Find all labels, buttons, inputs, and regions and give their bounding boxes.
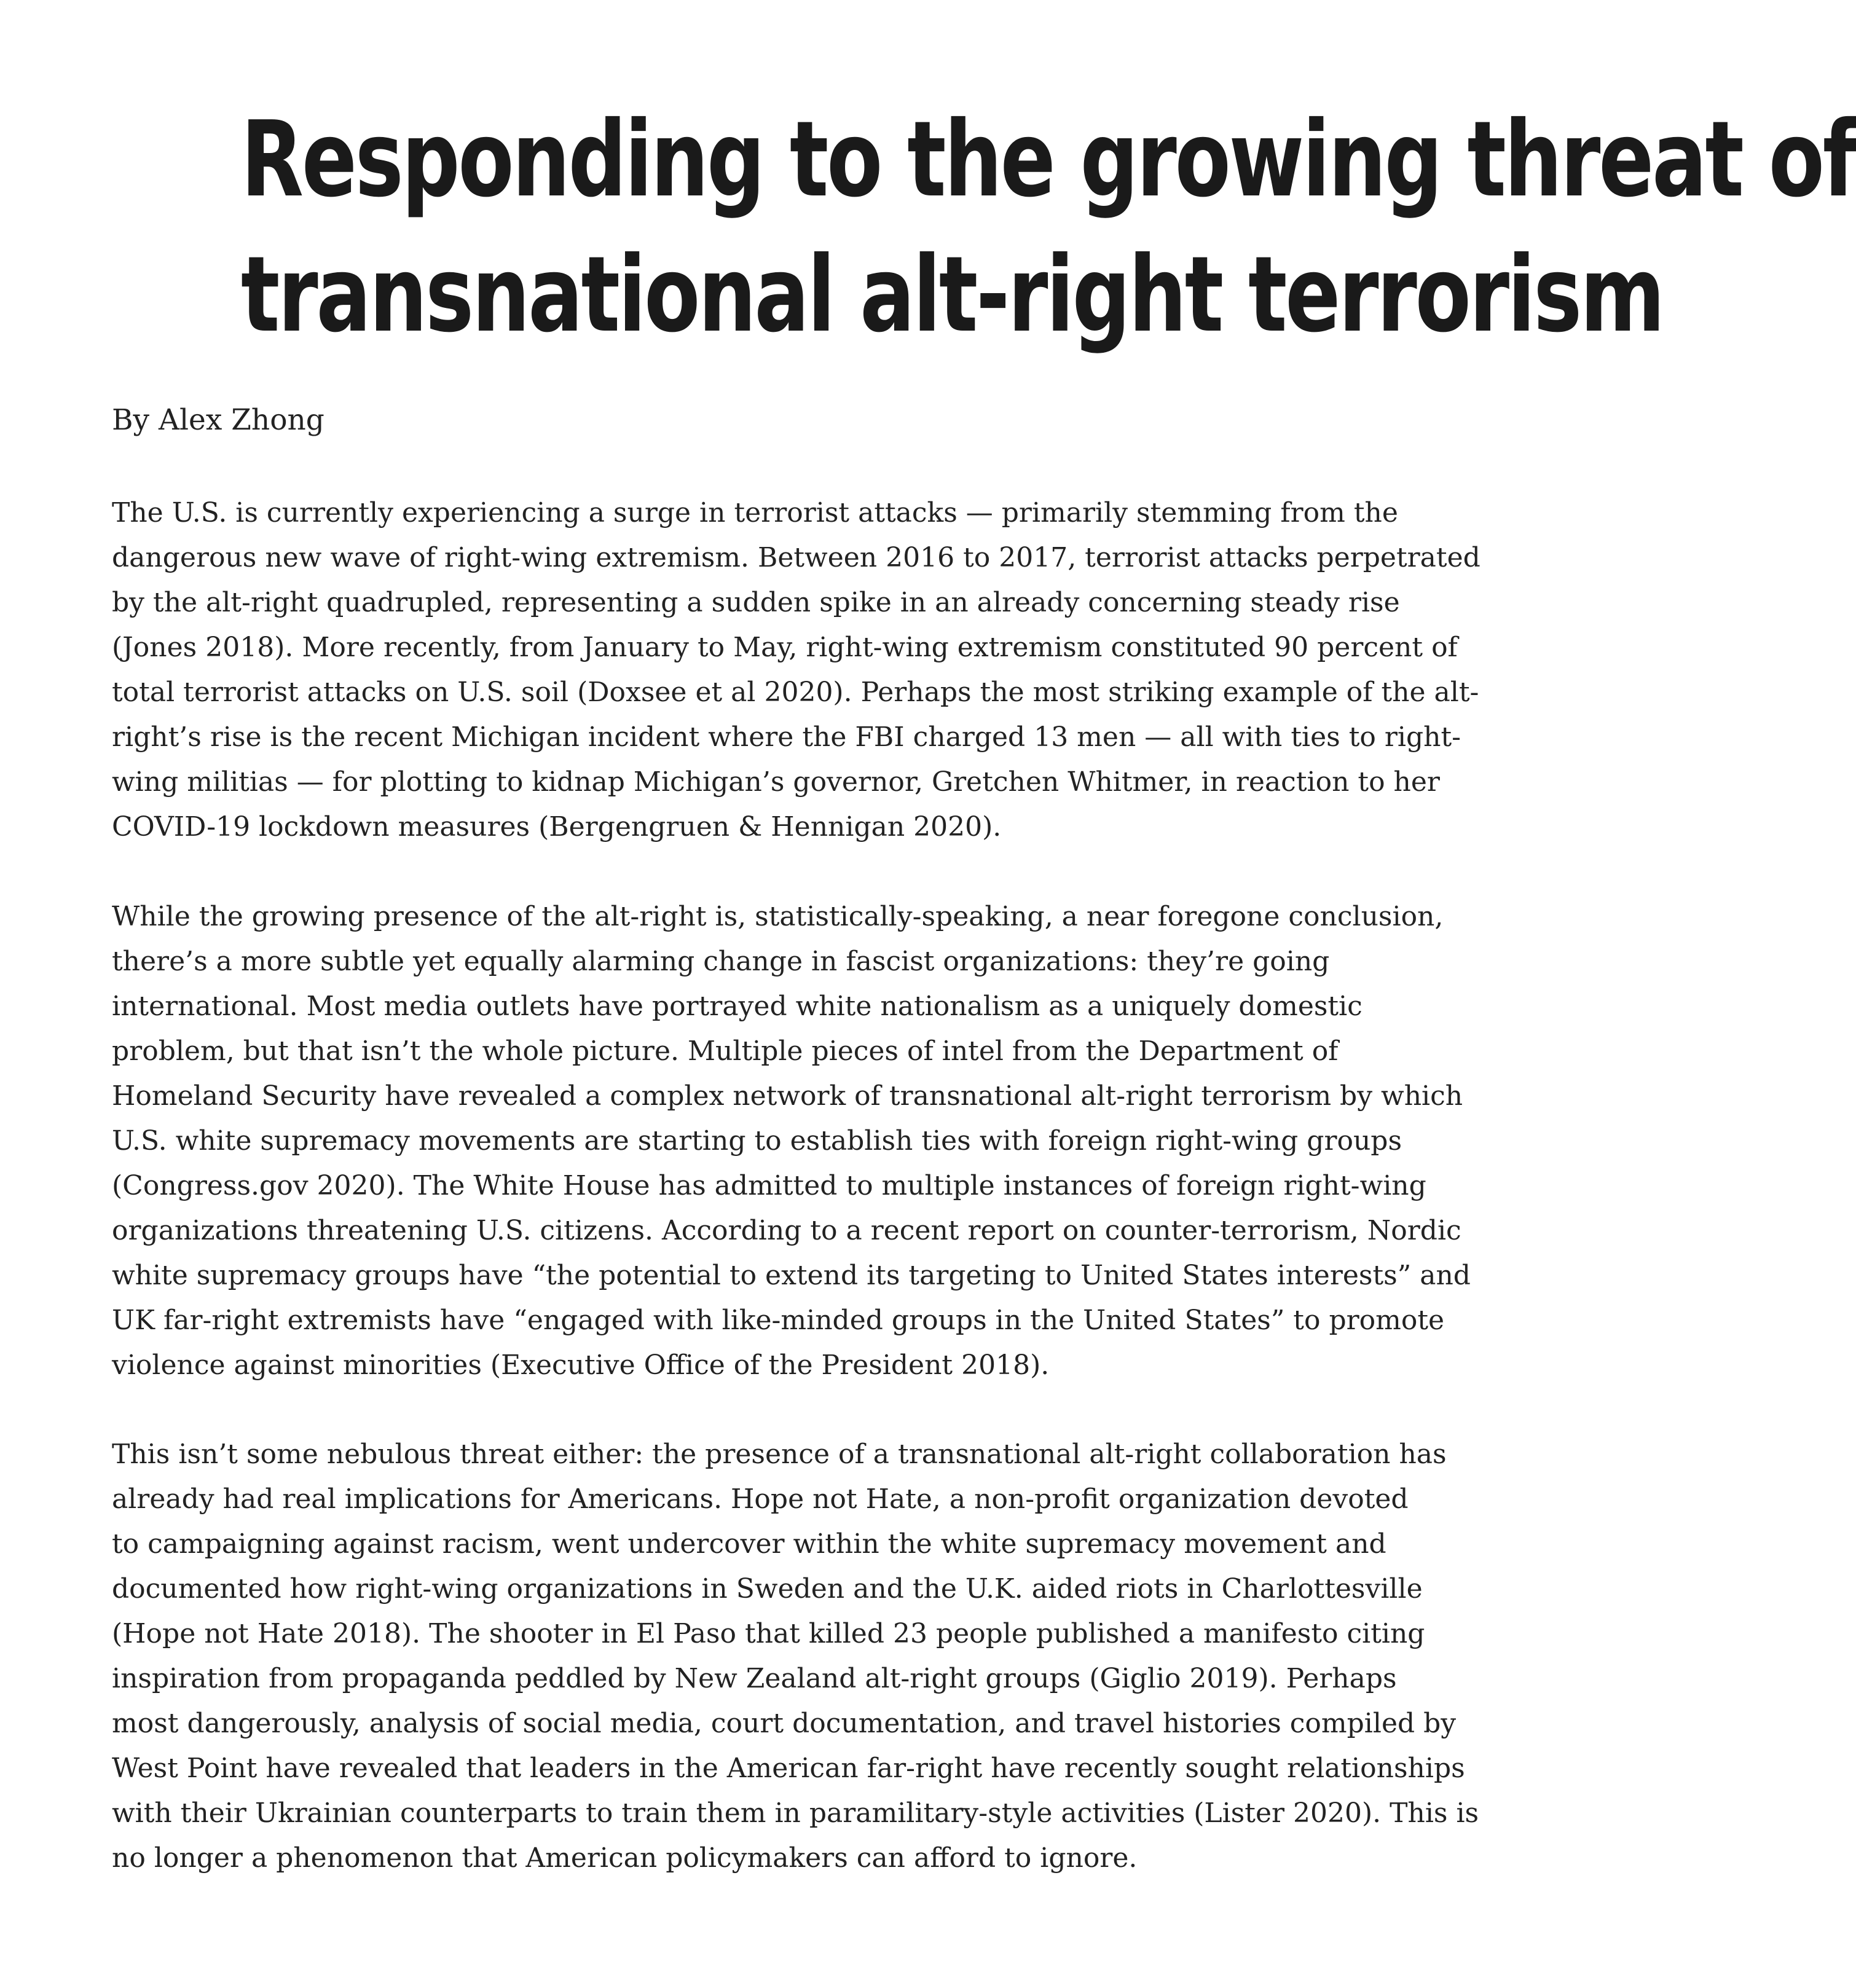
text-line: no longer a phenomenon that American policymakers can afford to ignore.: [112, 1842, 1138, 1874]
text-line: already had real implications for Americans. Hope not Hate, a non-profit organization devoted: [112, 1483, 1409, 1515]
title-line: transnational alt-right terrorism: [241, 234, 1664, 356]
body-paragraph-2: [112, 894, 1471, 1388]
text-line: wing militias — for plotting to kidnap Michigan’s governor, Gretchen Whitmer, in reaction to her: [112, 766, 1440, 798]
text-line: While the growing presence of the alt-right is, statistically-speaking, a near foregone conclusion,: [112, 901, 1444, 932]
article-title: [241, 92, 1856, 363]
text-line: The U.S. is currently experiencing a surge in terrorist attacks — primarily stemming from the: [112, 497, 1398, 528]
text-line: with their Ukrainian counterparts to train them in paramilitary-style activities (Lister 2020). This is: [112, 1797, 1479, 1829]
text-line: (Jones 2018). More recently, from January to May, right-wing extremism constituted 90 percent of: [112, 632, 1458, 663]
text-line: total terrorist attacks on U.S. soil (Doxsee et al 2020). Perhaps the most striking example of the alt-: [112, 677, 1479, 708]
text-line: inspiration from propaganda peddled by New Zealand alt-right groups (Giglio 2019). Perhaps: [112, 1663, 1397, 1694]
title-line: Responding to the growing threat of: [241, 99, 1856, 221]
text-line: (Hope not Hate 2018). The shooter in El Paso that killed 23 people published a manifesto citing: [112, 1618, 1425, 1649]
text-line: there’s a more subtle yet equally alarming change in fascist organizations: they’re going: [112, 946, 1330, 977]
text-line: U.S. white supremacy movements are starting to establish ties with foreign right-wing groups: [112, 1125, 1402, 1157]
text-line: problem, but that isn’t the whole picture. Multiple pieces of intel from the Department of: [112, 1035, 1339, 1067]
byline: By Alex Zhong: [112, 403, 324, 437]
text-line: UK far-right extremists have “engaged with like-minded groups in the United States” to promote: [112, 1305, 1445, 1336]
body-paragraph-3: [112, 1432, 1479, 1880]
text-line: to campaigning against racism, went undercover within the white supremacy movement and: [112, 1528, 1386, 1560]
text-line: (Congress.gov 2020). The White House has admitted to multiple instances of foreign right-wing: [112, 1170, 1426, 1201]
body-paragraph-1: [112, 490, 1480, 849]
text-line: by the alt-right quadrupled, representing a sudden spike in an already concerning steady rise: [112, 587, 1400, 618]
text-line: violence against minorities (Executive Office of the President 2018).: [112, 1350, 1050, 1381]
text-line: white supremacy groups have “the potential to extend its targeting to United States interests” and: [112, 1260, 1471, 1291]
text-line: This isn’t some nebulous threat either: the presence of a transnational alt-right collaboration has: [112, 1439, 1447, 1470]
text-line: most dangerously, analysis of social media, court documentation, and travel histories compiled by: [112, 1708, 1457, 1739]
text-line: West Point have revealed that leaders in the American far-right have recently sought relationships: [112, 1753, 1465, 1784]
text-line: dangerous new wave of right-wing extremism. Between 2016 to 2017, terrorist attacks perpetrated: [112, 542, 1480, 573]
text-line: COVID-19 lockdown measures (Bergengruen & Hennigan 2020).: [112, 811, 1002, 843]
text-line: international. Most media outlets have portrayed white nationalism as a uniquely domestic: [112, 991, 1363, 1022]
text-line: organizations threatening U.S. citizens. According to a recent report on counter-terrorism, Nordic: [112, 1215, 1461, 1246]
text-line: Homeland Security have revealed a complex network of transnational alt-right terrorism by which: [112, 1080, 1463, 1112]
text-line: right’s rise is the recent Michigan incident where the FBI charged 13 men — all with ties to right-: [112, 721, 1461, 753]
text-line: documented how right-wing organizations in Sweden and the U.K. aided riots in Charlottesville: [112, 1573, 1423, 1605]
